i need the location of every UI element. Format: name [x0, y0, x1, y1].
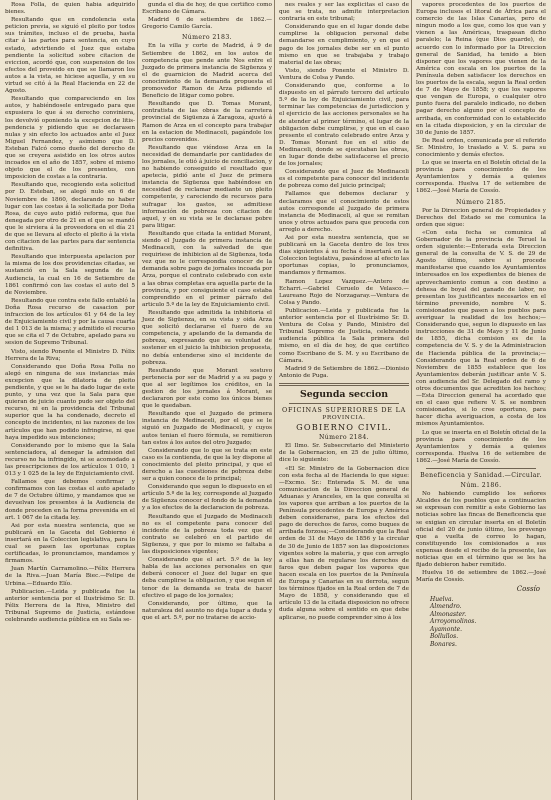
article-paragraph: Huelva 16 de setiembre de 1862.—José María de Cossío.: [416, 570, 546, 584]
column-rule: [274, 0, 275, 800]
article-paragraph: Visto, siendo Ponente el Ministro D. Félix Herrera de la Riva;: [5, 348, 135, 362]
article-paragraph: Por la Direccion general de Propiedades y Derechos del Estado se me comunica la orden que sigue:: [416, 207, 546, 228]
article-paragraph: Fallamos que debemos confirmar y confirmamos con las costas el auto apelado de 7 de Octubre último, y mandamos que se devuelvan los presentes á la Audiencia de donde proceden en la forma prevenida en el art. 1 067 de la citada ley.: [5, 479, 135, 521]
town-list: [430, 596, 546, 649]
column-rule: [137, 0, 138, 800]
article-paragraph: No habiendo cumplido los señores Alcaldes de los pueblos que a continuacion se expresan con remitir a este Gobierno las noticias sobre las fincas de Beneficencia que se exigian en circular inserta en el Boletín oficial del 20 de junio último, les prevengo que a vuelta de correo lo hagan, constituyendo los comisionados a sus expensas desde el recibo de la presente, las noticias que en el término que se les ha fijado debieron haber remitido.: [416, 491, 546, 569]
article-paragraph: Resultando que D. Tomas Morant, contratista de las obras de la carretera provincial de Sigüenza á Zaragoza, ajustó á Ramon de Arza en el concepto para trabajar en la estacion de Medinaceli, pagándole los precios convenidos.: [142, 101, 272, 143]
section-divider: [289, 403, 399, 404]
article-number-heading: Núm. 2186.: [460, 482, 502, 490]
article-paragraph: Resultando que compareciendo en los autos, y habiéndosele entregado para que expusiera lo que á su derecho conviniera, los devolvió oponiendo la excepcion de litis-pendencia y pidiendo que se declarasen nulas y sin efecto los actuados ante el Juez Miguel Fernandez, y asimismo que D. Esteban Falcó como dueño del derecho de que se creyera asistido en los otros autos incoados en el año de 1857, sobre el mismo objeto que el de los presentes, con imposicion de costas a la contraria.: [5, 96, 135, 181]
article-paragraph: Considerando que segun lo dispuesto en el artículo 5.º de la ley, corresponde al Juzgado de Sigüenza conocer el fondo de la demanda y a los efectos de la declaracion de pobreza.: [142, 484, 272, 512]
article-paragraph: «Con esta fecha se comunica al Gobernador de la provincia de Teruel la orden siguiente:—Enterada esta Direccion general de la consulta de V. S. de 29 de Agosto último, sobre si procede manifestarse que cuando los Ayuntamientos interesados en los expedientes de bienes de aprovechamiento comun a con destino a dehesa de boyal del ganado de labor, no presentan los justificantes necesarios en el término prevenido, nombre V. S. comisionados que pasen a los pueblos para averiguar la realidad de los hechos;—Considerando que, segun lo dispuesto en las instrucciones de 31 de Mayo y 11 de Junio de 1855, dicha comision es de la competencia de V. S. y de la Administracion de Hacienda pública de la provincia;—Considerando que la Real orden de 6 de Noviembre de 1855 establece que los Ayuntamientos deberán justificar ante V. S. con audiencia del Sr. Delegado del ramo y otros documentos que acrediten los hechos;—Esta Direccion general ha acordado que en el caso que refiere V. S. se nombren comisionados, si lo cree oportuno, para hacer dicha averiguacion, a costa de los mismos Ayuntamientos.: [416, 229, 546, 428]
article-paragraph: Resultando que viéndose Arza en la necesidad de demandarle por cantidades de los jornales, le otió á juicio de conciliacion, y no habiendo conseguido el resultado que apetecia, pidió ante el Juez de primera instancia de Sigüenza que habiéndose en necesidad de reclamar mediante un pleito competente, y careciendo de recursos para sufragar los gastos, se admitiese información de pobreza con citacion de aquel, y en su vista se le declarase pobre para litigar.: [142, 144, 272, 229]
article-paragraph: Juan Martín Carramolino.—Félix Herrera de la Riva.—Juan María Biec.—Felipe de Urbina.—Eduardo Elío.: [5, 566, 135, 587]
article-paragraph: nes reales y ser las explicitas el caso de que se trata, no admite interpretacion contraria en este tribunal;: [279, 2, 409, 23]
article-number-heading: Beneficencia y Sanidad.—Circular.: [420, 472, 542, 479]
column-2: [140, 2, 274, 792]
subsection-heading: OFICINAS SUPERIORES DE LA: [281, 405, 407, 414]
article-number-heading: Número 2184.: [318, 434, 370, 442]
subsection-heading: PROVINCIA.: [322, 414, 366, 421]
town-list-item: Bollullos.: [430, 633, 459, 641]
article-paragraph: Rosa Folla, de quien había adquirido bienes.: [5, 2, 135, 16]
section-divider: [426, 468, 536, 469]
article-paragraph: Considerando que el art. 5.º de la ley habla de las acciones personales en que deberá conocer el Juez del lugar en que deba cumplirse la obligacion, y que segun el tenor de la demanda se trata de hacer efectivo el pago de los jornales;: [142, 557, 272, 599]
article-paragraph: Asi por esta nuestra sentencia, que se publicará en la Gaceta del Gobierno é insertará en la Coleccion legislativa, para lo cual se pasen las oportunas copias certificadas, lo pronunciamos, mandamos y firmamos.: [5, 522, 135, 565]
column-1: [3, 2, 137, 792]
article-paragraph: Resultando que interpuesta apelacion por la misma de los dos providencias citadas, se sustanció en la Sala segunda de la Audiencia, la cual en 16 de Setiembre de 1861 confirmó con las costas el auto del 5 de Noviembre.: [5, 254, 135, 296]
article-number-heading: Número 2185.: [455, 198, 507, 206]
article-number-heading: Número 2183.: [181, 34, 233, 42]
handwritten-signature: Cossío: [516, 585, 540, 594]
article-paragraph: gunda el día de hoy, de que certifico como Escribano de Cámara.: [142, 2, 272, 16]
article-paragraph: Resultando que admitida la inhibitoria el Juez de Sigüenza, en su vista y oida Arza que solicitó declararse el fuero de su competencia, y apelando de la demanda de pobreza, expresando que su voluntad de sostener en el juicio la inhibicion propuesta, no debía entenderse sino el incidente de pobreza.: [142, 309, 272, 366]
article-paragraph: Resultando que citada la entidad Morant, siendo el Juzgado de primera instancia de Medinaceli, con la salvedad de que requiriese de inhibicion al de Sigüenza, toda vez que no le correspondia conocer de la demanda sobre pago de jornales incoada por Arza, porque el contrato celebrado con este a las obras completas era aquella parte de la provincia, y por consiguiente el caso estaba comprendido en el primer párrafo del articulo 5.º de la ley de Enjuiciamiento civil.: [142, 230, 272, 308]
article-paragraph: Asi por esta nuestra sentencia, que se publicará en la Gaceta dentro de los tres dias siguientes á su fecha é insertará en la Coleccion legislativa, pasándose al efecto las oportunas copias, lo pronunciamos, mandamos y firmamos.: [279, 235, 409, 277]
article-paragraph: Considerando que en el lugar donde debe cumplirse la obligacion personal debe demandarse en cumplimiento, y en que el pago de los jornales debe ser en el punto mismo en que se trabajaba y trabajo material de las obras;: [279, 24, 409, 66]
column-4: [414, 2, 548, 792]
article-paragraph: Considerando, por último, que la naturaleza del asunto no deja lugar a duda y que el art. 5.º, por no tratarse de accio-: [142, 600, 272, 621]
article-paragraph: Lo que se inserta en el Boletín oficial de la provincia para conocimiento de los Ayuntamientos y demás a quienes corresponda. Huelva 16 de setiembre de 1862.—José María de Cossío.: [416, 429, 546, 464]
article-paragraph: Publicacion.—Leida y publicada fue la anterior sentencia por el Ilustrísimo Sr. D. Ventura de Colsa y Pando, Ministro del Tribunal Supremo de Justicia, celebrando audiencia pública la Sala primera del mismo, en el día de hoy, de que certifico como Escribano de S. M. y su Escribano de Cámara.: [279, 307, 409, 364]
article-paragraph: El Ilmo. Sr. Subsecretario del Ministerio de la Gobernacion, en 25 de julio último, dice lo siguiente:: [279, 443, 409, 464]
article-paragraph: Visto, siendo Ponente el Ministro D. Ventura de Colsa y Pando.: [279, 67, 409, 81]
article-paragraph: «El Sr. Ministro de la Gobernacion dice con esta fecha al de Hacienda lo que sigue:—Excmo. Sr.: Enterada S. M. de una comunicacion de la Direccion general de Aduanas y Aranceles, en la que consulta si los vapores que arriban a los puertos de la Península procedentes de Europa y América deben considerarse, para los efectos del pago de derechos de faros, como buques de arribada forzosa;—Considerando que la Real orden de 31 de Mayo de 1856 y la circular de 30 de Junio de 1857 son las disposiciones vigentes sobre la materia, y que con arreglo a ellas han de regularse los derechos de faros que deben pagar los vapores que hacen escala en los puertos de la Península de Europa y Canarias en su derrota, segun los términos fijados en la Real orden de 7 de Mayo de 1858, y considerando que el artículo 13 de la citada disposicion no ofrece duda alguna sobre el sentido en que debe aplicarse, no puede comprender sino á los: [279, 465, 409, 621]
article-paragraph: Considerando que lo que se trata en este caso es la contienda, de que la ley dispone al conocimiento del pleito principal, y que el derecho a las cuestiones de pobreza debe ser a quien conoce de lo principal;: [142, 447, 272, 483]
article-paragraph: Considerando que, conforme a lo dispuesto en el párrafo tercero del artículo 5.º de la ley de Enjuiciamiento civil, para terminar las competencias de jurisdiccion y el ejercicio de las acciones personales se ha de atender al primer término, el lugar de la obligacion debe cumplirse, y que en el caso presente el contrato celebrado entre Arza y D. Tomas Morant fue en el sitio de Medinaceli, donde se ejecutaban las obras, en lugar donde debe satisfacerse el precio de los jornales;: [279, 83, 409, 168]
article-paragraph: Resultando que el Juzgado de primera instancia de Medinaceli, por el que se le siguió en Juzgado de Medinaceli, y cuyos autos tenian el fuero fórmula, se remitieron tan estos á los autos del otro Juzgado;: [142, 411, 272, 446]
article-paragraph: Considerando que el Juez de Medinaceli es el competente para conocer del incidente de pobreza como del juicio principal;: [279, 169, 409, 190]
town-list-item: Almonaster.: [430, 610, 467, 618]
article-paragraph: Madrid 6 de setiembre de 1862.—Gregorio Camilo García.: [142, 17, 272, 31]
article-paragraph: Resultando que en condolencia esta peticion previa, se siguió el pleito por todos sus trámites, incluso el de prueba, hasta citar á las partes para sentencia, en cuyo estado, advirtiendo el Juez que estaba pendiente la solicitud sobre citacion de eviccion, acordó que, con suspension de los efectos del proveido en que se llamaron los autos a la vista, se hiciese aquella, y en su virtud se citó á la Real Hacienda en 22 de Agosto.: [5, 17, 135, 95]
section-divider: [279, 383, 409, 386]
article-paragraph: Lo que se inserta en el Boletín oficial de la provincia para conocimiento de los Ayuntamientos y demás a quienes corresponda. Huelva 17 de setiembre de 1862.—José María de Cossío.: [416, 160, 546, 195]
article-paragraph: Madrid 9 de Setiembre de 1862.—Dionisio Antonio de Puga.: [279, 365, 409, 379]
town-list-item: Arroyomolinos.: [430, 618, 477, 626]
office-heading: GOBIERNO CIVIL.: [296, 422, 392, 433]
article-paragraph: En la villa y corte de Madrid, á 9 de Setiembre de 1862, en los autos de competencia que pende ante Nos entre el Juzgado de primera instancia de Sigüenza y el de guarnicion de Madrid acerca del conocimiento de la demanda propuesta el promovedor Ramon de Arza pidiendo el Beneficio de litigar como pobre.: [142, 43, 272, 100]
town-list-item: Huelva.: [430, 595, 454, 603]
section-heading: Segunda seccion: [299, 388, 389, 400]
column-rule: [411, 0, 412, 800]
column-3: [277, 2, 411, 792]
article-paragraph: De Real orden, comunicada por el referido Sr. Ministro, lo traslado a V. S. para su conocimiento y demás efectos.: [416, 137, 546, 158]
article-paragraph: Resultando que Morant sostuvo pertenecia por ser de Madrid y a su pago y que al ser legítimos los créditos, en la gestion de los jornales á Morant, se declararon por este como los únicos bienes que le quedaban.: [142, 367, 272, 410]
town-list-item: Ayamonte.: [430, 625, 463, 633]
article-paragraph: Resultando que el Juzgado de Medinaceli no es el competente para conocer del incidente de la pobreza toda vez que el contrato se celebró en el partido de Sigüenza, y que por lo mismo se faltaba a las disposiciones vigentes;: [142, 513, 272, 556]
article-paragraph: Resultando que contra este fallo entabló la Doña Rosa recurso de casacion por infraccion de los artículos 61 y 64 de la ley de Enjuiciamiento civil y por la causa cuarta del 1 013 de la misma; y admitido el recurso que se cita el 7 de Octubre, apelado para su sesion de Supremo Tribunal.: [5, 297, 135, 347]
article-paragraph: Considerando por lo mismo que la Sala sentenciadora, al denegar la admision del recurso no ha infringido, ni se acomodado a las prescripciones de los artículos 1 010, 1 013 y 1 025 de la ley de Enjuiciamiento civil.: [5, 442, 135, 478]
article-paragraph: Ramon Lopez Vazquez.—Antero de Echarri.—Gabriel Ceruelo de Velasco.—Laureano Rojo de Norzagaray.—Ventura de Colsa y Pando.: [279, 278, 409, 306]
article-paragraph: Resultando que, recogiendo esta solicitud por D. Esteban, se alegó nulo en 6 de Noviembre de 1860, declarando no haber lugar con las costas á la solicitada por Doña Rosa, de cuyo auto pidió reforma, que fue denegada por otro de 21 en el que se mandó que le sirviera á la proveedora en el día 21 de que se llevara al efecto el pleito á la vista con citacion de las partes para dar sentencia definitiva.: [5, 182, 135, 253]
article-paragraph: vapores procedentes de los puertos de Europa inclusos el litoral de África para el comercio de las Islas Canarias, pero de ningun modo a los que, como los que van y vienen a las Américas, traspasan dicho paralelo; la Reina (que Dios guarde), de acuerdo con lo informado por la Direccion general de Sanidad, ha tenido a bien disponer que los vapores que vienen de la América con escala en los puertos de la Península deben satisfacer los derechos en los puertos de la escala, segun la Real orden de 7 de Mayo de 1858; y que los vapores que vengan de Europa, o cualquier otro punto fuera del paralelo indicado, no deben pagar derecho alguno por el concepto de arribada, en conformidad con lo establecido en la citada disposicion, y en la circular de 30 de Junio de 1857.: [416, 2, 546, 136]
article-paragraph: Considerando que Doña Rosa Folla no alegó en ninguna de sus instancias más excepcion que la dilatoria de pleito pendiente, y que se le ha dado lugar de este punto, y una vez que la Sala para que quieran de juicio cuanto pudo ser objeto del recurso, ni en la providencia del Tribunal superior que la ha condenado, decreto el concepto de incidentes, ni las razones de los artículos que han podido infringirse, ni que haya impedido sus intenciones;: [5, 363, 135, 441]
article-paragraph: Fallamos que debemos declarar y declaramos que el conocimiento de estos autos corresponde al Juzgado de primera instancia de Medinaceli, al que se remitan unos y otros actuados para que proceda con arreglo a derecho.: [279, 191, 409, 233]
town-list-item: Bonares.: [430, 641, 457, 649]
town-list-item: Almendro.: [430, 603, 462, 611]
article-paragraph: Publicacion.—Leida y publicada fue la anterior sentencia por el Ilustrísimo Sr. D. Félix Herrera de la Riva, Ministro del Tribunal Supremo de Justicia, estándose celebrando audiencia pública en su Sala se-: [5, 588, 135, 623]
